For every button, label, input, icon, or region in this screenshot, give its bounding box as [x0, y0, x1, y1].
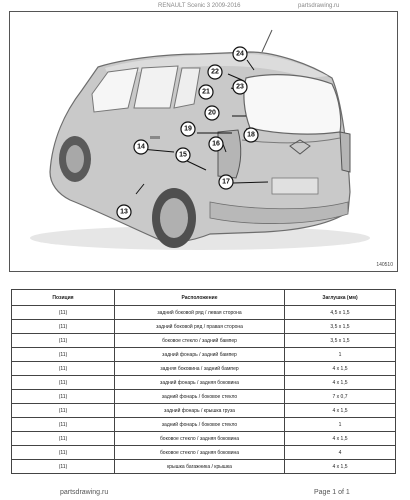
cell-location: боковое стекло / задняя боковина [115, 432, 285, 446]
cell-location: задний фонарь / задняя боковина [115, 376, 285, 390]
header-title: RENAULT Scenic 3 2009-2016 [158, 3, 241, 9]
table-row [12, 334, 396, 348]
right-tail-light [340, 132, 350, 172]
cell-size: 3,5 x 1,5 [285, 320, 396, 334]
cell-location: боковое стекло / задняя боковина [115, 446, 285, 460]
cell-position: (11) [12, 334, 115, 348]
cell-position: (11) [12, 348, 115, 362]
callout-19 [181, 122, 195, 136]
svg-text:20: 20 [208, 109, 216, 117]
svg-text:15: 15 [179, 151, 187, 159]
front-wheel-rim [66, 145, 84, 173]
callout-15 [176, 148, 190, 162]
cell-position: (11) [12, 320, 115, 334]
callout-23 [233, 80, 247, 94]
callout-20 [205, 106, 219, 120]
cell-position: (11) [12, 418, 115, 432]
cell-location: задний фонарь / боковое стекло [115, 390, 285, 404]
cell-position: (11) [12, 404, 115, 418]
column-header-size: Заглушка (мм) [285, 290, 396, 306]
cell-position: (11) [12, 390, 115, 404]
cell-position: (11) [12, 446, 115, 460]
parts-table [11, 289, 396, 474]
callout-18 [244, 128, 258, 142]
table-row [12, 348, 396, 362]
cell-size: 1 [285, 348, 396, 362]
cell-location: задний боковой ряд / правая сторона [115, 320, 285, 334]
table-row [12, 404, 396, 418]
footer-site: partsdrawing.ru [60, 489, 109, 496]
cell-location: задний боковой ряд / левая сторона [115, 306, 285, 320]
plate-recess [272, 178, 318, 194]
vehicle-figure [9, 11, 398, 272]
cell-size: 4 x 1,5 [285, 376, 396, 390]
cell-position: (11) [12, 460, 115, 474]
rear-wheel-rim [160, 198, 188, 238]
page-header [0, 1, 410, 11]
door-handle [150, 136, 160, 139]
column-header-location: Расположение [115, 290, 285, 306]
table-row [12, 446, 396, 460]
cell-position: (11) [12, 306, 115, 320]
car-illustration [10, 12, 398, 272]
cell-location: задний фонарь / боковое стекло [115, 418, 285, 432]
left-tail-light [218, 130, 241, 178]
svg-text:19: 19 [184, 125, 192, 133]
svg-text:22: 22 [211, 68, 219, 76]
cell-size: 4 [285, 446, 396, 460]
table-header-row [12, 290, 396, 306]
cell-size: 7 x 0,7 [285, 390, 396, 404]
table-row [12, 362, 396, 376]
callout-13 [117, 205, 131, 219]
table-row [12, 418, 396, 432]
svg-text:16: 16 [212, 140, 220, 148]
cell-position: (11) [12, 432, 115, 446]
footer-page-number: Page 1 of 1 [314, 489, 350, 496]
cell-position: (11) [12, 362, 115, 376]
cell-size: 4 x 1,5 [285, 404, 396, 418]
cell-size: 3,5 x 1,5 [285, 334, 396, 348]
svg-text:18: 18 [247, 131, 255, 139]
table-row [12, 460, 396, 474]
cell-size: 4,5 x 1,5 [285, 306, 396, 320]
cell-location: задний фонарь / крышка груза [115, 404, 285, 418]
antenna [262, 30, 272, 52]
svg-text:24: 24 [236, 50, 244, 58]
callout-21 [199, 85, 213, 99]
table-row [12, 432, 396, 446]
callout-24 [233, 47, 247, 61]
callout-22 [208, 65, 222, 79]
table-row [12, 320, 396, 334]
callout-16 [209, 137, 223, 151]
cell-size: 1 [285, 418, 396, 432]
cell-location: крышка багажника / крышка [115, 460, 285, 474]
cell-location: задний фонарь / задний бампер [115, 348, 285, 362]
column-header-position: Позиция [12, 290, 115, 306]
cell-size: 4 x 1,5 [285, 460, 396, 474]
callout-17 [219, 175, 233, 189]
rear-window [244, 75, 341, 134]
header-site: partsdrawing.ru [298, 3, 340, 9]
figure-code: 140510 [376, 262, 393, 268]
cell-position: (11) [12, 376, 115, 390]
callout-14 [134, 140, 148, 154]
cell-location: задняя боковина / задний бампер [115, 362, 285, 376]
table-row [12, 376, 396, 390]
table-row [12, 390, 396, 404]
table-row [12, 306, 396, 320]
cell-size: 4 x 1,5 [285, 362, 396, 376]
svg-text:21: 21 [202, 88, 210, 96]
svg-text:23: 23 [236, 83, 244, 91]
page-footer [0, 487, 410, 500]
svg-text:13: 13 [120, 208, 128, 216]
table-body [12, 306, 396, 474]
svg-text:14: 14 [137, 143, 145, 151]
svg-text:17: 17 [222, 178, 230, 186]
cell-size: 4 x 1,5 [285, 432, 396, 446]
cell-location: боковое стекло / задний бампер [115, 334, 285, 348]
